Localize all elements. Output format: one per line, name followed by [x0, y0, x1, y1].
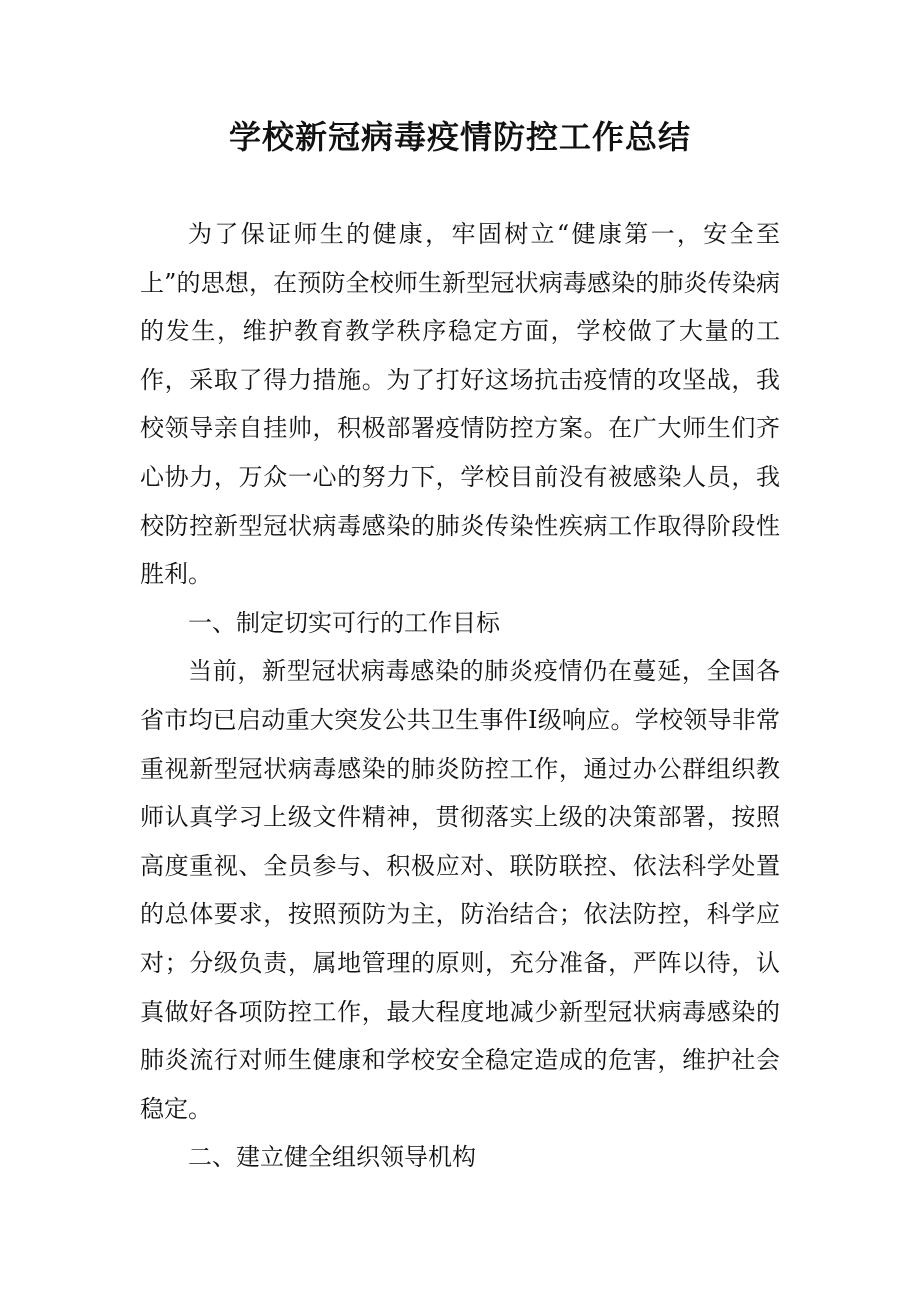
- document-title: 学校新冠病毒疫情防控工作总结: [228, 118, 691, 156]
- section-heading-1: 一、制定切实可行的工作目标: [188, 608, 500, 637]
- document-body: [140, 210, 780, 1182]
- section-heading-2: 二、建立健全组织领导机构: [188, 1143, 476, 1172]
- intro-paragraph: 为了保证师生的健康，牢固树立“健康第一，安全至上”的思想，在预防全校师生新型冠状病毒感染的肺炎传染病的发生，维护教育教学秩序稳定方面，学校做了大量的工作，采取了得力措施。为了打好这场抗击疫情的攻坚战，我校领导亲自挂帅，积极部署疫情防控方案。在广大师生们齐心协力，万众一心的努力下，学校目前没有被感染人员，我校防控新型冠状病毒感染的肺炎传染性疾病工作取得阶段性胜利。: [140, 220, 780, 589]
- section-1-paragraph: 当前，新型冠状病毒感染的肺炎疫情仍在蔓延，全国各省市均已启动重大突发公共卫生事件Ⅰ级响应。学校领导非常重视新型冠状病毒感染的肺炎防控工作，通过办公群组织教师认真学习上级文件精神，贯彻落实上级的决策部署，按照高度重视、全员参与、积极应对、联防联控、依法科学处置的总体要求，按照预防为主，防治结合；依法防控，科学应对；分级负责，属地管理的原则，充分准备，严阵以待，认真做好各项防控工作，最大程度地减少新型冠状病毒感染的肺炎流行对师生健康和学校安全稳定造成的危害，维护社会稳定。: [140, 657, 780, 1123]
